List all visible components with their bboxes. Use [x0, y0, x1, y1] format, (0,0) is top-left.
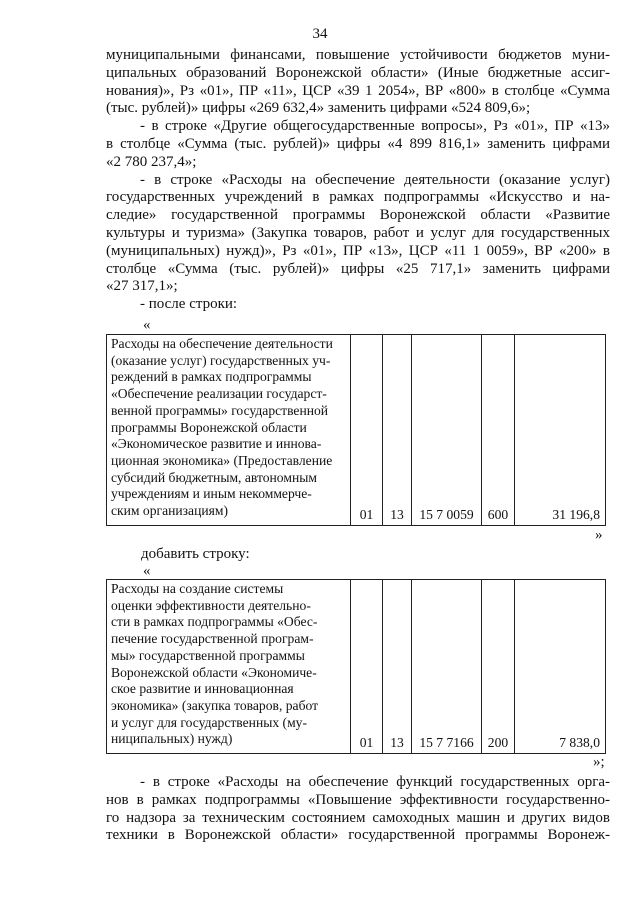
text-line: (тыс. рублей)» цифры «269 632,4» заменить цифрами «524 809,6»;: [106, 100, 531, 117]
page-number: 34: [312, 26, 328, 42]
rz-cell: 01: [351, 580, 383, 754]
table-row: [107, 335, 606, 526]
text-line: го надзора за техническим состоянием самоходных машин и других видов: [106, 809, 610, 826]
text-line: муниципальными финансами, повышение устойчивости бюджетов муни-: [106, 47, 610, 63]
opening-quote: «: [143, 317, 151, 333]
sum-cell: 31 196,8: [515, 335, 606, 526]
closing-quote: »;: [593, 754, 605, 770]
table-row: [107, 580, 606, 754]
closing-quote: »: [595, 527, 603, 543]
row-name-cell: Расходы на создание системы оценки эффективности деятельно- сти в рамках подпрограммы «Обес- печение государственной програм- мы» государственной программы Воронежской области «Экономиче- ское развитие и инновационная экономика» (закупка товаров, работ и услуг для государственных (му- ниципальных) нужд): [107, 580, 351, 754]
text-line: в столбце «Сумма (тыс. рублей)» цифры «4 899 816,1» заменить цифрами: [106, 135, 610, 152]
row-name-cell: Расходы на обеспечение деятельности (оказание услуг) государственных уч- реждений в рамках подпрограммы «Обеспечение реализации государст- венной программы» государственной программы Воронежской области «Экономическое развитие и иннова- ционная экономика» (Предоставление субсидий бюджетным, автономным учреждениям и иным некоммерче- ским организациям): [107, 335, 351, 526]
text-line: техники в Воронежской области» государственной программы Воронеж-: [106, 827, 610, 844]
text-line: «27 317,1»;: [106, 278, 178, 295]
text-line: - в строке «Другие общегосударственные вопросы», Рз «01», ПР «13»: [140, 118, 610, 135]
pr-cell: 13: [383, 580, 412, 754]
text-line: - в строке «Расходы на обеспечение деятельности (оказание услуг): [140, 171, 610, 188]
opening-quote: «: [143, 563, 151, 579]
csr-cell: 15 7 0059: [412, 335, 482, 526]
csr-cell: 15 7 7166: [412, 580, 482, 754]
text-line: (муниципальных) нужд)», Рз «01», ПР «13», ЦСР «11 1 0059», ВР «200» в: [106, 242, 610, 259]
budget-row-table-existing: [106, 334, 606, 526]
text-line: государственных учреждений в рамках подпрограммы «Искусство и на-: [106, 189, 610, 206]
budget-row-table-added: [106, 579, 606, 754]
text-line: столбце «Сумма (тыс. рублей)» цифры «25 717,1» заменить цифрами: [106, 260, 610, 277]
text-line: - после строки:: [140, 296, 238, 313]
text-line: ципальных образований Воронежской области» (Иные бюджетные ассиг-: [106, 64, 610, 81]
vr-cell: 200: [482, 580, 515, 754]
outro-paragraph: [106, 774, 610, 845]
text-line: «2 780 237,4»;: [106, 153, 197, 170]
text-line: культуры и туризма» (Закупка товаров, работ и услуг для государственных: [106, 224, 610, 241]
vr-cell: 600: [482, 335, 515, 526]
text-line: нов в рамках подпрограммы «Повышение эффективности государственно-: [106, 791, 610, 808]
add-row-label: добавить строку:: [141, 546, 250, 562]
rz-cell: 01: [351, 335, 383, 526]
text-line: - в строке «Расходы на обеспечение функций государственных орга-: [140, 774, 610, 790]
text-line: следие» государственной программы Воронежской области «Развитие: [106, 207, 610, 224]
intro-paragraphs: [106, 47, 610, 314]
sum-cell: 7 838,0: [515, 580, 606, 754]
pr-cell: 13: [383, 335, 412, 526]
text-line: нования)», Рз «01», ПР «11», ЦСР «39 1 2054», ВР «800» в столбце «Сумма: [106, 82, 610, 99]
